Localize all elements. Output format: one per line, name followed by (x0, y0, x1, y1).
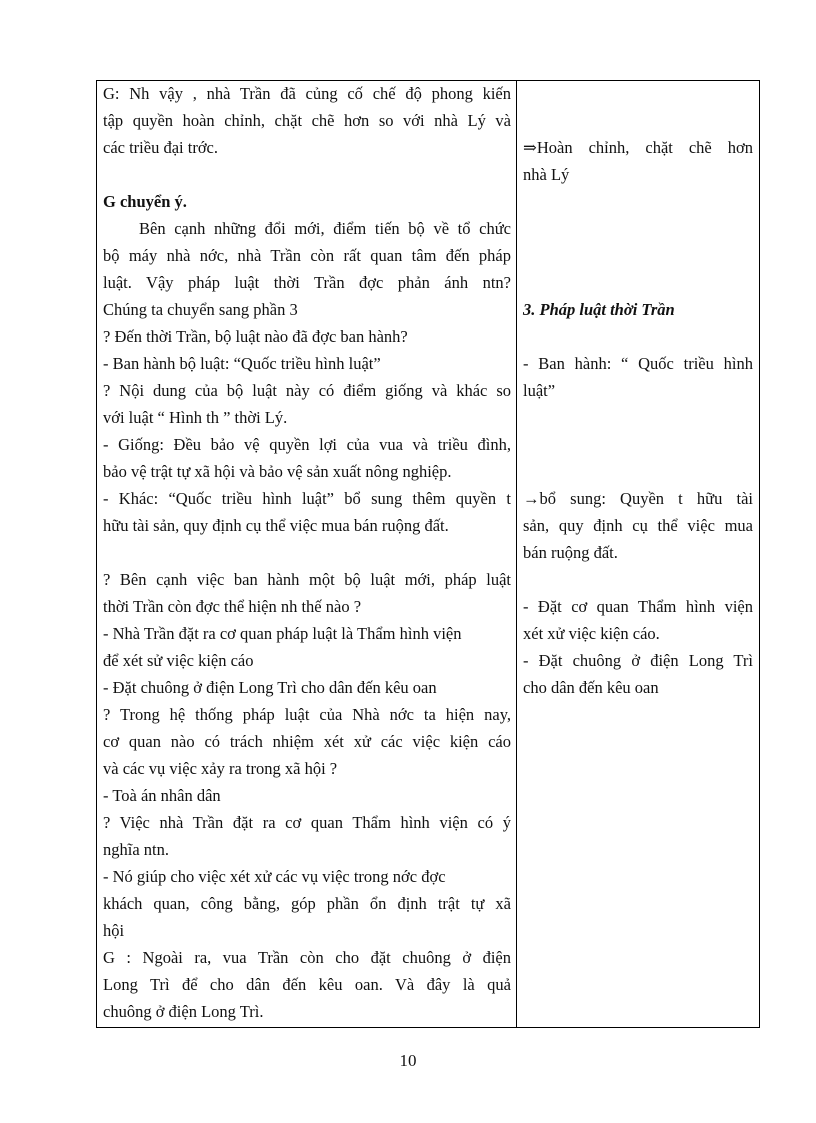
left-line: Chúng ta chuyển sang phần 3 (103, 300, 298, 319)
left-line: - Ban hành bộ luật: “Quốc triều hình luật” (103, 354, 381, 373)
right-line: - Đặt cơ quan Thẩm hình viện (523, 597, 753, 616)
left-line: ? Bên cạnh việc ban hành một bộ luật mới, pháp luật (103, 570, 511, 589)
left-line: G: Nh vậy , nhà Trần đã củng cố chế độ phong kiến (103, 84, 511, 103)
section-heading-phap-luat: 3. Pháp luật thời Trần (523, 300, 675, 319)
right-line: bán ruộng đất. (523, 543, 618, 562)
left-line: luật. Vậy pháp luật thời Trần đợc phản ánh ntn? (103, 273, 511, 292)
right-line: ⇒Hoàn chỉnh, chặt chẽ hơn (523, 138, 753, 157)
left-line: chuông ở điện Long Trì. (103, 1002, 264, 1021)
left-line: ? Việc nhà Trần đặt ra cơ quan Thẩm hình viện có ý (103, 813, 511, 832)
column-divider (516, 81, 517, 1027)
left-line: ? Đến thời Trần, bộ luật nào đã đợc ban hành? (103, 327, 408, 346)
right-line: xét xử việc kiện cáo. (523, 624, 660, 643)
right-line: - Đặt chuông ở điện Long Trì (523, 651, 753, 670)
left-line: - Nhà Trần đặt ra cơ quan pháp luật là Thẩm hình viện (103, 624, 462, 643)
left-line: G : Ngoài ra, vua Trần còn cho đặt chuông ở điện (103, 948, 511, 967)
left-line: - Khác: “Quốc triều hình luật” bổ sung thêm quyền t (103, 489, 511, 508)
left-line: ? Trong hệ thống pháp luật của Nhà nớc ta hiện nay, (103, 705, 511, 724)
left-line: - Đặt chuông ở điện Long Trì cho dân đến kêu oan (103, 678, 437, 697)
right-line: luật” (523, 381, 556, 400)
left-line: và các vụ việc xảy ra trong xã hội ? (103, 759, 338, 778)
left-line: tập quyền hoàn chỉnh, chặt chẽ hơn so với nhà Lý và (103, 111, 511, 130)
right-line: cho dân đến kêu oan (523, 678, 659, 697)
left-line: Bên cạnh những đổi mới, điểm tiến bộ về tổ chức (139, 219, 511, 238)
left-line: hữu tài sản, quy định cụ thể việc mua bán ruộng đất. (103, 516, 449, 535)
left-line: hội (103, 921, 125, 940)
right-line: nhà Lý (523, 165, 570, 184)
left-line: thời Trần còn đợc thể hiện nh thế nào ? (103, 597, 362, 616)
left-line: khách quan, công bằng, góp phần ổn định trật tự xã (103, 894, 511, 913)
left-line: các triều đại trớc. (103, 138, 218, 157)
left-line: bảo vệ trật tự xã hội và bảo vệ sản xuất nông nghiệp. (103, 462, 452, 481)
left-line: - Toà án nhân dân (103, 786, 221, 805)
right-line: →bổ sung: Quyền t hữu tài (523, 489, 753, 508)
left-line: để xét sử việc kiện cáo (103, 651, 254, 670)
left-line: với luật “ Hình th ” thời Lý. (103, 408, 288, 427)
lesson-table (96, 80, 760, 1028)
right-line: - Ban hành: “ Quốc triều hình (523, 354, 753, 373)
left-line: bộ máy nhà nớc, nhà Trần còn rất quan tâm đến pháp (103, 246, 511, 265)
left-line: ? Nội dung của bộ luật này có điểm giống và khác so (103, 381, 511, 400)
left-line: - Nó giúp cho việc xét xử các vụ việc trong nớc đợc (103, 867, 446, 886)
left-line: Long Trì để cho dân đến kêu oan. Và đây là quả (103, 975, 511, 994)
left-line: - Giống: Đều bảo vệ quyền lợi của vua và triều đình, (103, 435, 511, 454)
page-number: 10 (399, 1051, 417, 1070)
right-line: sản, quy định cụ thể việc mua (523, 516, 753, 535)
left-line: cơ quan nào có trách nhiệm xét xử các việc kiện cáo (103, 732, 511, 751)
left-line: nghĩa ntn. (103, 840, 169, 859)
section-transition-heading: G chuyển ý. (103, 192, 187, 211)
